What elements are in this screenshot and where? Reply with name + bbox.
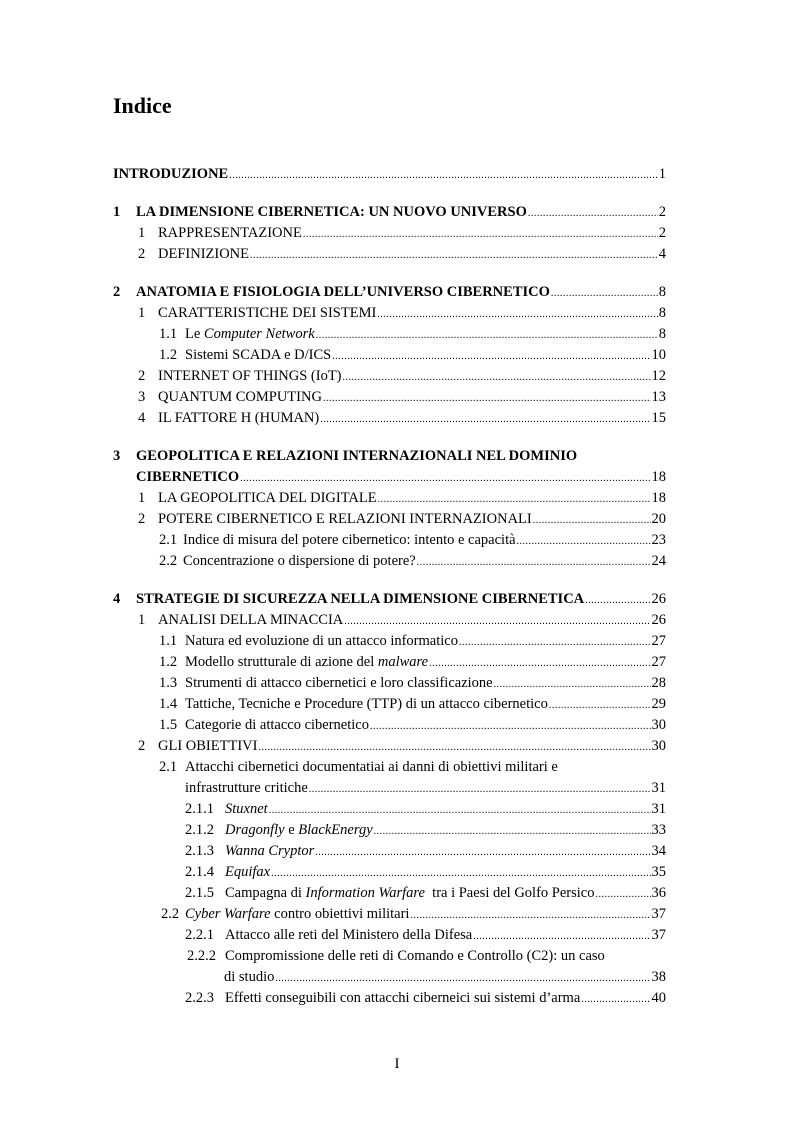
toc-page-number: 2 bbox=[658, 204, 666, 220]
dot-leader bbox=[309, 778, 651, 800]
toc-page-number: 33 bbox=[651, 822, 666, 838]
toc-entry-number: 1.4 bbox=[159, 696, 178, 712]
toc-entry-number: 2.1 bbox=[159, 759, 178, 775]
toc-entry-number: 2.1 bbox=[159, 532, 178, 548]
dot-leader bbox=[494, 673, 651, 695]
toc-page-number: 29 bbox=[651, 696, 666, 712]
toc-entry-text: Le Computer Network bbox=[185, 326, 315, 342]
toc-entry-text: Tattiche, Tecniche e Procedure (TTP) di un attacco cibernetico bbox=[185, 696, 548, 712]
toc-entry-number: 3 bbox=[138, 389, 146, 405]
toc-entry-number: 1 bbox=[138, 305, 146, 321]
toc-entry-4-2-2-1[interactable] bbox=[185, 925, 666, 945]
toc-entry-text: GLI OBIETTIVI bbox=[158, 738, 258, 754]
toc-page-number: 30 bbox=[651, 717, 666, 733]
toc-page-number: 13 bbox=[651, 389, 666, 405]
toc-page-number: 34 bbox=[651, 843, 666, 859]
dot-leader bbox=[533, 509, 651, 531]
dot-leader bbox=[370, 715, 651, 737]
toc-page-number: 10 bbox=[651, 347, 666, 363]
toc-page-number: 18 bbox=[651, 469, 666, 485]
toc-entry-number: 3 bbox=[113, 448, 121, 464]
toc-entry-number: 2.2.2 bbox=[187, 948, 216, 964]
toc-entry-text: Effetti conseguibili con attacchi ciberneici sui sistemi d’arma bbox=[225, 990, 581, 1006]
dot-leader bbox=[229, 164, 658, 186]
toc-page-number: 37 bbox=[651, 927, 666, 943]
dot-leader bbox=[343, 366, 651, 388]
dot-leader bbox=[459, 631, 651, 653]
toc-entry-number: 2.1.1 bbox=[185, 801, 214, 817]
toc-entry-1-1[interactable] bbox=[138, 223, 666, 243]
toc-page-number: 15 bbox=[651, 410, 666, 426]
toc-page-number: 18 bbox=[651, 490, 666, 506]
toc-entry-chapter-2[interactable] bbox=[113, 282, 666, 302]
toc-page-number: 30 bbox=[651, 738, 666, 754]
dot-leader bbox=[303, 223, 658, 245]
toc-entry-number: 1 bbox=[113, 204, 121, 220]
toc-entry-text: INTERNET OF THINGS (IoT) bbox=[158, 368, 342, 384]
toc-entry-2-2[interactable] bbox=[138, 366, 666, 386]
dot-leader bbox=[551, 282, 658, 304]
toc-entry-text: LA DIMENSIONE CIBERNETICA: UN NUOVO UNIVERSO bbox=[136, 204, 527, 220]
toc-entry-4-2-1[interactable] bbox=[159, 757, 666, 777]
dot-leader bbox=[323, 387, 651, 409]
toc-entry-number: 2.1.3 bbox=[185, 843, 214, 859]
toc-entry-number: 2.2 bbox=[159, 553, 178, 569]
toc-entry-text: Categorie di attacco cibernetico bbox=[185, 717, 369, 733]
dot-leader bbox=[417, 551, 651, 573]
toc-entry-text: RAPPRESENTAZIONE bbox=[158, 225, 302, 241]
toc-entry-text: POTERE CIBERNETICO E RELAZIONI INTERNAZIONALI bbox=[158, 511, 532, 527]
toc-entry-4-1-3[interactable] bbox=[159, 673, 666, 693]
dot-leader bbox=[473, 925, 650, 947]
toc-entry-number: 2 bbox=[138, 368, 146, 384]
toc-page-number: 27 bbox=[651, 654, 666, 670]
toc-entry-4-2-2-2-cont[interactable] bbox=[224, 967, 666, 987]
toc-page-number: 26 bbox=[651, 591, 666, 607]
dot-leader bbox=[410, 904, 650, 926]
toc-entry-number: 2 bbox=[113, 284, 121, 300]
toc-entry-text: Compromissione delle reti di Comando e Controllo (C2): un caso bbox=[225, 948, 605, 964]
dot-leader bbox=[275, 967, 650, 989]
toc-entry-2-1-2[interactable] bbox=[159, 345, 666, 365]
toc-page-number: 31 bbox=[651, 780, 666, 796]
dot-leader bbox=[316, 324, 658, 346]
toc-entry-2-3[interactable] bbox=[138, 387, 666, 407]
dot-leader bbox=[269, 799, 651, 821]
toc-entry-4-2-1-3[interactable] bbox=[185, 841, 666, 861]
dot-leader bbox=[528, 202, 658, 224]
toc-entry-text: Strumenti di attacco cibernetici e loro classificazione bbox=[185, 675, 493, 691]
dot-leader bbox=[429, 652, 650, 674]
toc-page-number: 8 bbox=[658, 305, 666, 321]
dot-leader bbox=[258, 736, 650, 758]
toc-entry-text: Stuxnet bbox=[225, 801, 268, 817]
toc-entry-number: 1.1 bbox=[159, 633, 178, 649]
toc-entry-introduzione[interactable] bbox=[113, 164, 666, 184]
toc-entry-4-2-1-2[interactable] bbox=[185, 820, 666, 840]
dot-leader bbox=[374, 820, 651, 842]
dot-leader bbox=[344, 610, 650, 632]
toc-entry-4-1-1[interactable] bbox=[159, 631, 666, 651]
toc-entry-4-2-1-1[interactable] bbox=[185, 799, 666, 819]
toc-entry-number: 1.2 bbox=[159, 654, 178, 670]
dot-leader bbox=[240, 467, 650, 489]
toc-entry-text: INTRODUZIONE bbox=[113, 166, 229, 182]
toc-entry-text: Dragonfly e BlackEnergy bbox=[225, 822, 373, 838]
toc-entry-2-1[interactable] bbox=[138, 303, 666, 323]
dot-leader bbox=[320, 408, 650, 430]
toc-entry-number: 2.2.1 bbox=[185, 927, 214, 943]
dot-leader bbox=[585, 589, 650, 611]
toc-entry-2-1-1[interactable] bbox=[159, 324, 666, 344]
dot-leader bbox=[517, 530, 651, 552]
toc-entry-chapter-4[interactable] bbox=[113, 589, 666, 609]
toc-entry-number: 2.1.5 bbox=[185, 885, 214, 901]
toc-entry-1-2[interactable] bbox=[138, 244, 666, 264]
toc-page-number: 20 bbox=[651, 511, 666, 527]
toc-page-number: 8 bbox=[658, 284, 666, 300]
toc-entry-text: STRATEGIE DI SICUREZZA NELLA DIMENSIONE CIBERNETICA bbox=[136, 591, 585, 607]
toc-page-number: 8 bbox=[658, 326, 666, 342]
toc-entry-number: 2 bbox=[138, 738, 146, 754]
toc-page-number: 38 bbox=[651, 969, 666, 985]
toc-entry-chapter-1[interactable] bbox=[113, 202, 666, 222]
toc-page-number: 40 bbox=[651, 990, 666, 1006]
toc-entry-3-2-2[interactable] bbox=[159, 551, 666, 571]
page-title: Indice bbox=[113, 93, 172, 118]
toc-entry-number: 1.1 bbox=[159, 326, 178, 342]
dot-leader bbox=[271, 862, 650, 884]
toc-entry-number: 1 bbox=[138, 225, 146, 241]
toc-entry-text: Attacchi cibernetici documentatiai ai danni di obiettivi militari e bbox=[185, 759, 558, 775]
toc-entry-4-1-2[interactable] bbox=[159, 652, 666, 672]
toc-entry-text: infrastrutture critiche bbox=[185, 780, 308, 796]
toc-entry-text: ANALISI DELLA MINACCIA bbox=[158, 612, 344, 628]
toc-page-number: 1 bbox=[658, 166, 666, 182]
toc-page-number: 12 bbox=[651, 368, 666, 384]
toc-entry-text: Cyber Warfare contro obiettivi militari bbox=[185, 906, 410, 922]
toc-page-number: 35 bbox=[651, 864, 666, 880]
toc-entry-number: 4 bbox=[138, 410, 146, 426]
toc-entry-chapter-3[interactable] bbox=[113, 446, 666, 466]
toc-page-number: 37 bbox=[651, 906, 666, 922]
toc-entry-number: 2.1.4 bbox=[185, 864, 214, 880]
toc-page-number: 28 bbox=[651, 675, 666, 691]
toc-entry-4-2-2[interactable] bbox=[161, 904, 666, 924]
toc-page-number: 23 bbox=[651, 532, 666, 548]
toc-entry-text: DEFINIZIONE bbox=[158, 246, 250, 262]
toc-entry-number: 1.2 bbox=[159, 347, 178, 363]
toc-entry-text: GEOPOLITICA E RELAZIONI INTERNAZIONALI NEL DOMINIO bbox=[136, 448, 578, 464]
toc-entry-number: 2.1.2 bbox=[185, 822, 214, 838]
toc-entry-4-2-1-4[interactable] bbox=[185, 862, 666, 882]
toc-entry-number: 1 bbox=[138, 490, 146, 506]
dot-leader bbox=[332, 345, 650, 367]
toc-page-number: 2 bbox=[658, 225, 666, 241]
toc-entry-number: 2 bbox=[138, 511, 146, 527]
toc-page-number: 4 bbox=[658, 246, 666, 262]
toc-entry-4-1[interactable] bbox=[138, 610, 666, 630]
dot-leader bbox=[595, 883, 650, 905]
toc-entry-number: 1.3 bbox=[159, 675, 178, 691]
toc-entry-text: CARATTERISTICHE DEI SISTEMI bbox=[158, 305, 377, 321]
toc-entry-4-2-2-2[interactable] bbox=[187, 946, 666, 966]
toc-entry-4-2[interactable] bbox=[138, 736, 666, 756]
toc-entry-text: ANATOMIA E FISIOLOGIA DELL’UNIVERSO CIBERNETICO bbox=[136, 284, 550, 300]
toc-entry-text: Attacco alle reti del Ministero della Difesa bbox=[225, 927, 473, 943]
toc-entry-number: 2.2.3 bbox=[185, 990, 214, 1006]
toc-entry-4-2-1-5[interactable] bbox=[185, 883, 666, 903]
toc-entry-chapter-3-cont[interactable] bbox=[136, 467, 666, 487]
toc-entry-3-2[interactable] bbox=[138, 509, 666, 529]
toc-entry-number: 1.5 bbox=[159, 717, 178, 733]
toc-entry-4-2-1-cont[interactable] bbox=[185, 778, 666, 798]
toc-entry-text: Wanna Cryptor bbox=[225, 843, 315, 859]
toc-entry-text: Sistemi SCADA e D/ICS bbox=[185, 347, 332, 363]
table-of-contents bbox=[113, 0, 666, 1123]
page-number: I bbox=[394, 1056, 400, 1072]
dot-leader bbox=[549, 694, 651, 716]
toc-page-number: 31 bbox=[651, 801, 666, 817]
toc-entry-text: CIBERNETICO bbox=[136, 469, 240, 485]
toc-entry-text: LA GEOPOLITICA DEL DIGITALE bbox=[158, 490, 377, 506]
toc-entry-text: Equifax bbox=[225, 864, 271, 880]
toc-page-number: 26 bbox=[651, 612, 666, 628]
toc-entry-number: 4 bbox=[113, 591, 121, 607]
toc-entry-text: Indice di misura del potere cibernetico: intento e capacità bbox=[183, 532, 516, 548]
toc-entry-2-4[interactable] bbox=[138, 408, 666, 428]
dot-leader bbox=[378, 488, 651, 510]
toc-page-number: 27 bbox=[651, 633, 666, 649]
toc-entry-text: Concentrazione o dispersione di potere? bbox=[183, 553, 416, 569]
toc-entry-3-1[interactable] bbox=[138, 488, 666, 508]
toc-entry-number: 2 bbox=[138, 246, 146, 262]
toc-page-number: 36 bbox=[651, 885, 666, 901]
dot-leader bbox=[250, 244, 658, 266]
toc-entry-text: Natura ed evoluzione di un attacco informatico bbox=[185, 633, 458, 649]
toc-page-number: 24 bbox=[651, 553, 666, 569]
toc-entry-text: QUANTUM COMPUTING bbox=[158, 389, 322, 405]
toc-entry-text: IL FATTORE H (HUMAN) bbox=[158, 410, 320, 426]
toc-entry-text: di studio bbox=[224, 969, 275, 985]
dot-leader bbox=[377, 303, 657, 325]
toc-entry-4-2-2-3[interactable] bbox=[185, 988, 666, 1008]
toc-entry-text: Campagna di Information Warfare tra i Paesi del Golfo Persico bbox=[225, 885, 595, 901]
toc-entry-number: 1 bbox=[138, 612, 146, 628]
toc-entry-3-2-1[interactable] bbox=[159, 530, 666, 550]
dot-leader bbox=[315, 841, 650, 863]
toc-entry-text: Modello strutturale di azione del malware bbox=[185, 654, 429, 670]
dot-leader bbox=[581, 988, 650, 1010]
toc-entry-number: 2.2 bbox=[161, 906, 180, 922]
toc-entry-4-1-4[interactable] bbox=[159, 694, 666, 714]
toc-entry-4-1-5[interactable] bbox=[159, 715, 666, 735]
